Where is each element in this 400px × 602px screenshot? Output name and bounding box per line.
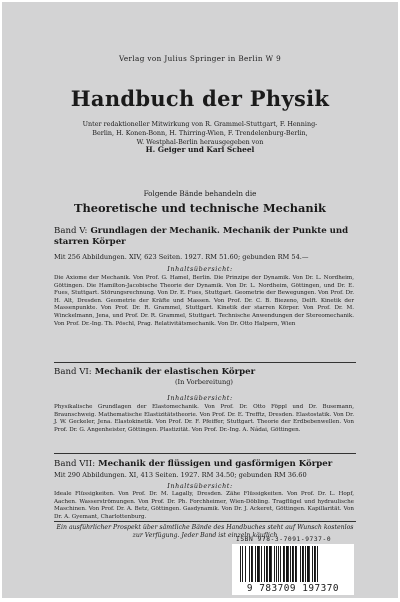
- editors-line-2: Berlin, H. Konen-Bonn, H. Thirring-Wien, F. Trendelenburg-Berlin,: [92, 128, 308, 137]
- barcode-bar: [269, 546, 272, 582]
- barcode-bar: [276, 546, 277, 582]
- barcode-bar: [290, 546, 291, 582]
- divider-rule: [54, 453, 356, 454]
- barcode-bar: [264, 546, 265, 582]
- book-title: Handbuch der Physik: [70, 86, 330, 111]
- barcode-bars: [238, 546, 348, 582]
- barcode-bar: [240, 546, 241, 582]
- barcode-bar: [283, 546, 285, 582]
- band-5-details: Mit 256 Abbildungen. XIV, 623 Seiten. 1927. RM 51.60; gebunden RM 54.—: [54, 253, 309, 261]
- isbn-label: ISBN 978-3-7091-9737-0: [236, 536, 332, 543]
- band-7-number: Band VII:: [54, 459, 96, 469]
- band-5-heading: [54, 226, 354, 247]
- barcode-bar: [317, 546, 318, 582]
- barcode-bar: [286, 546, 289, 582]
- band-5-number: Band V:: [54, 226, 88, 236]
- barcode-bar: [261, 546, 262, 582]
- barcode-bar: [314, 546, 316, 582]
- band-7-inhalt-label: Inhaltsübersicht:: [167, 482, 233, 490]
- barcode-bar: [302, 546, 304, 582]
- barcode-bar: [280, 546, 281, 582]
- barcode-bar: [295, 546, 297, 582]
- band-7-title: Mechanik der flüssigen und gasförmigen Körper: [98, 459, 333, 469]
- divider-rule: [54, 521, 356, 522]
- barcode-bar: [278, 546, 279, 582]
- barcode-bar: [257, 546, 260, 582]
- barcode-bar: [300, 546, 301, 582]
- barcode-bar: [307, 546, 310, 582]
- footer-note: Ein ausführlicher Prospekt über sämtliche Bände des Handbuches steht auf Wunsch kostenlos zur Verfügung. Jeder Band ist einzeln käuflich: [56, 524, 354, 539]
- barcode-bar: [251, 546, 253, 582]
- section-subtitle: Theoretische und technische Mechanik: [74, 201, 326, 215]
- band-6-status: (In Vorbereitung): [174, 378, 234, 386]
- editors-block: [62, 120, 338, 155]
- band-6-number: Band VI:: [54, 367, 92, 377]
- book-back-cover: [2, 2, 398, 598]
- barcode-bar: [305, 546, 306, 582]
- barcode-bar: [292, 546, 294, 582]
- band-5-contents: Die Axiome der Mechanik. Von Prof. G. Hamel, Berlin. Die Prinzipe der Dynamik. Von Dr. L. Nordheim, Göttingen. Die Hamilton-Jacobische Theorie der Dynamik. Von Dr. L. Nordheim, Göttingen, und Dr. E. Fues, Stuttgart. Störungsrechnung. Von Dr. E. Fues, Stuttgart. Geometrie der Bewegungen. Von Prof. Dr. H. Alt, Dresden. Geometrie der Kräfte und Massen. Von Prof. Dr. C. B. Biezeno, Delft. Kinetik der Massenpunkte. Von Prof. Dr. R. Grammel, Stuttgart. Kinetik der starren Körper. Von Prof. Dr. M. Winckelmann, Jena, und Prof. Dr. R. Grammel, Stuttgart. Technische Anwendungen der Stereomechanik. Von Prof. Dr.-Ing. Th. Pöschl, Prag. Relativitätsmechanik. Von Dr. Otto Halpern, Wien: [54, 275, 354, 327]
- band-5-inhalt-label: Inhaltsübersicht:: [167, 265, 233, 273]
- publisher-line: Verlag von Julius Springer in Berlin W 9: [118, 54, 282, 63]
- barcode-bar: [249, 546, 250, 582]
- divider-rule: [54, 362, 356, 363]
- band-6-heading: [54, 367, 354, 377]
- editors-names: H. Geiger und Karl Scheel: [145, 145, 255, 155]
- band-6-contents: Physikalische Grundlagen der Elastomechanik. Von Prof. Dr. Otto Föppl und Dr. Busemann, Braunschweig. Mathematische Elastizitätstheorie. Von Prof. Dr. E. Trefftz, Dresden. Elastostatik. Von Dr. J. W. Geckeler, Jena. Elastokinetik. Von Prof. Dr. F. Pfeiffer, Stuttgart. Theorie der Erdbebenwellen. Von Prof. Dr. G. Angenheister, Göttingen. Plastizität. Von Prof. Dr.-Ing. A. Nádai, Göttingen.: [54, 404, 354, 433]
- editors-line-3: W. Westphal-Berlin herausgegeben von: [136, 137, 264, 146]
- barcode-bar: [274, 546, 275, 582]
- barcode-bar: [266, 546, 268, 582]
- editors-line-1: Unter redaktioneller Mitwirkung von R. Grammel-Stuttgart, F. Henning-: [82, 120, 318, 128]
- barcode-bar: [312, 546, 313, 582]
- band-7-details: Mit 290 Abbildungen. XI, 413 Seiten. 1927. RM 34.50; gebunden RM 36.60: [54, 471, 307, 479]
- band-7-contents: Ideale Flüssigkeiten. Von Prof. Dr. M. Lagally, Dresden. Zähe Flüssigkeiten. Von Prof. Dr. L. Hopf, Aachen. Wasserströmungen. Von Prof. Dr. Ph. Forchheimer, Wien-Döbling. Tragflügel und hydraulische Maschinen. Von Prof. Dr. A. Betz, Göttingen. Gasdynamik. Von Dr. J. Ackeret, Göttingen. Kapillarität. Von Dr. A. Gyemant, Charlottenburg.: [54, 491, 354, 520]
- barcode: [232, 544, 354, 595]
- band-6-title: Mechanik der elastischen Körper: [94, 367, 256, 377]
- intro-line: Folgende Bände behandeln die: [143, 189, 257, 198]
- barcode-bar: [245, 546, 246, 582]
- barcode-bar: [242, 546, 243, 582]
- band-7-heading: [54, 459, 354, 469]
- band-5-title: Grundlagen der Mechanik. Mechanik der Punkte und starren Körper: [54, 226, 349, 247]
- barcode-digits: 9 783709 197370: [246, 583, 340, 594]
- barcode-bar: [255, 546, 256, 582]
- band-6-inhalt-label: Inhaltsübersicht:: [167, 394, 233, 402]
